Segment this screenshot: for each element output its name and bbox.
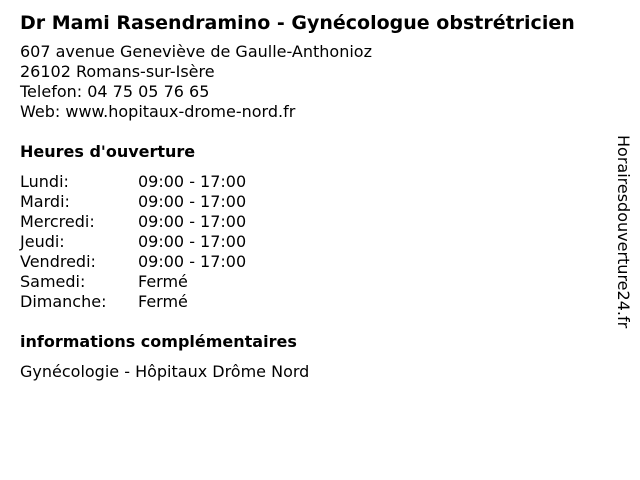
day-label: Vendredi: (20, 252, 96, 271)
time-value: 09:00 - 17:00 (138, 252, 247, 271)
day-label: Dimanche: (20, 292, 107, 311)
time-value: 09:00 - 17:00 (138, 232, 247, 251)
info-heading: informations complémentaires (20, 332, 297, 351)
hours-row-saturday (20, 272, 610, 292)
day-label: Jeudi: (20, 232, 65, 251)
street-address: 607 avenue Geneviève de Gaulle-Anthonioz (20, 42, 372, 61)
hours-row-monday (20, 172, 610, 192)
hours-row-thursday (20, 232, 610, 252)
hours-row-sunday (20, 292, 610, 312)
time-value: 09:00 - 17:00 (138, 192, 247, 211)
hours-row-tuesday (20, 192, 610, 212)
opening-hours-table (20, 172, 610, 312)
address-block (20, 42, 610, 122)
watermark-text: Horairesdouverture24.fr (614, 135, 633, 329)
hours-row-wednesday (20, 212, 610, 232)
time-value: 09:00 - 17:00 (138, 172, 247, 191)
city-address: 26102 Romans-sur-Isère (20, 62, 215, 81)
hours-row-friday (20, 252, 610, 272)
day-label: Lundi: (20, 172, 69, 191)
phone-number: Telefon: 04 75 05 76 65 (20, 82, 210, 101)
day-label: Samedi: (20, 272, 86, 291)
website: Web: www.hopitaux-drome-nord.fr (20, 102, 296, 121)
day-label: Mercredi: (20, 212, 95, 231)
time-value: Fermé (138, 272, 188, 291)
time-value: 09:00 - 17:00 (138, 212, 247, 231)
time-value: Fermé (138, 292, 188, 311)
listing-page (20, 10, 610, 382)
day-label: Mardi: (20, 192, 70, 211)
info-text: Gynécologie - Hôpitaux Drôme Nord (20, 362, 310, 381)
watermark (612, 135, 634, 371)
hours-heading: Heures d'ouverture (20, 142, 196, 161)
page-title: Dr Mami Rasendramino - Gynécologue obstrétricien (20, 12, 575, 34)
